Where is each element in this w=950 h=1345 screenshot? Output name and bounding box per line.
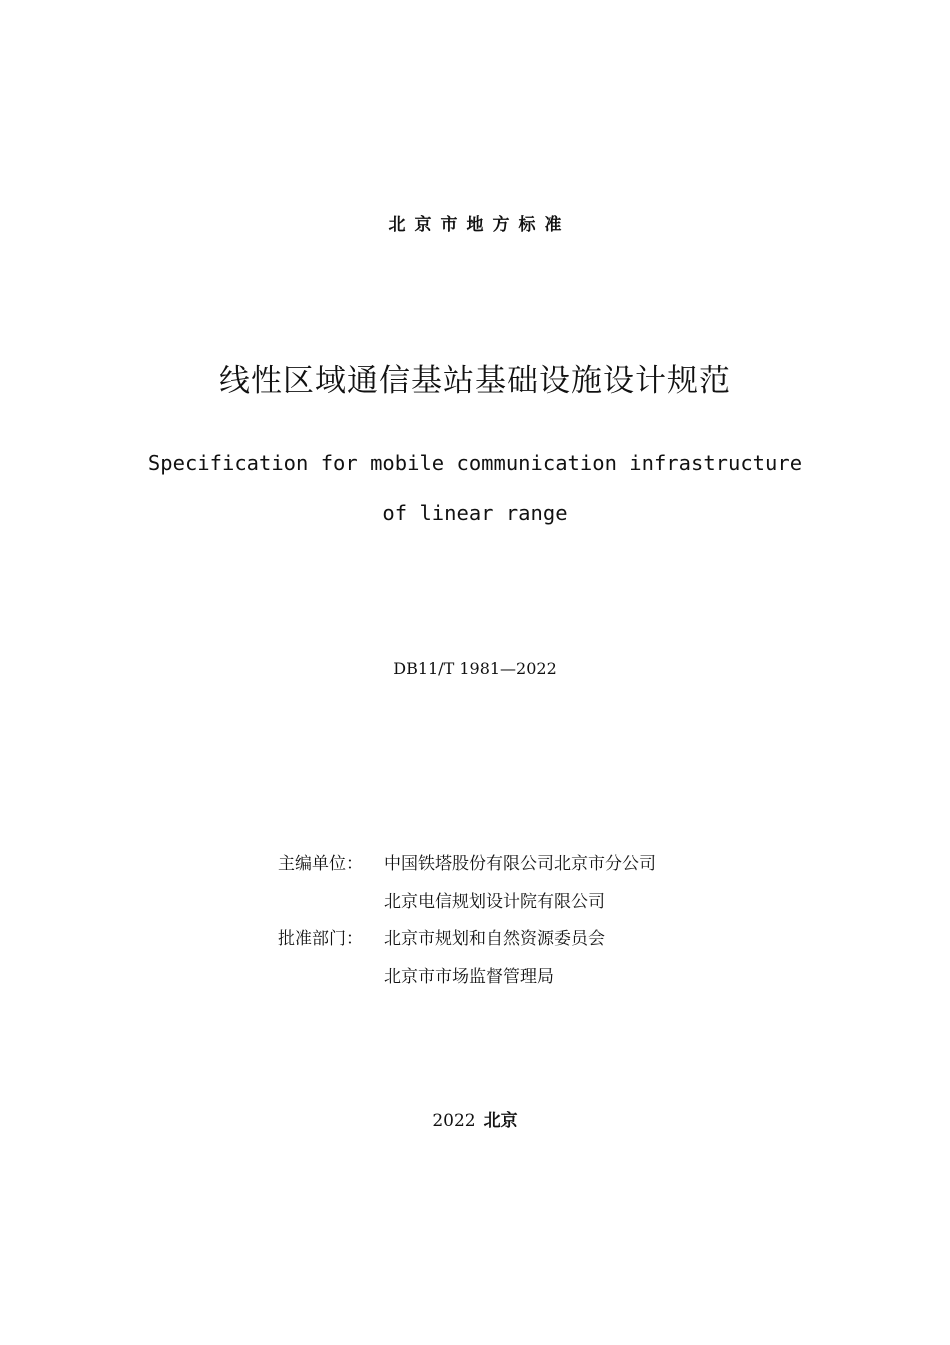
- editor-row-2: [278, 881, 656, 919]
- approver-organization: 北京市规划和自然资源委员会: [384, 929, 605, 950]
- approver-organization: 北京市市场监督管理局: [384, 966, 554, 987]
- standard-code: DB11/T 1981—2022: [393, 659, 557, 678]
- publication-footer: [0, 1106, 950, 1131]
- chinese-title: 线性区域通信基站基础设施设计规范: [219, 363, 731, 399]
- english-title-line-2: of linear range: [382, 501, 568, 525]
- publication-year: 2022: [432, 1111, 476, 1131]
- publication-city: 北京: [483, 1111, 518, 1131]
- editor-row-1: [278, 843, 656, 881]
- organizations-block: [278, 843, 656, 993]
- editor-label: 主编单位：: [278, 854, 363, 875]
- approver-row-2: [278, 956, 656, 994]
- editor-organization: 中国铁塔股份有限公司北京市分公司: [384, 854, 656, 875]
- standard-series-heading: 北京市地方标准: [388, 215, 571, 235]
- approver-label: 批准部门：: [278, 929, 363, 950]
- editor-organization: 北京电信规划设计院有限公司: [384, 891, 605, 912]
- approver-row-1: [278, 918, 656, 956]
- english-title-line-1: Specification for mobile communication infrastructure: [147, 451, 803, 475]
